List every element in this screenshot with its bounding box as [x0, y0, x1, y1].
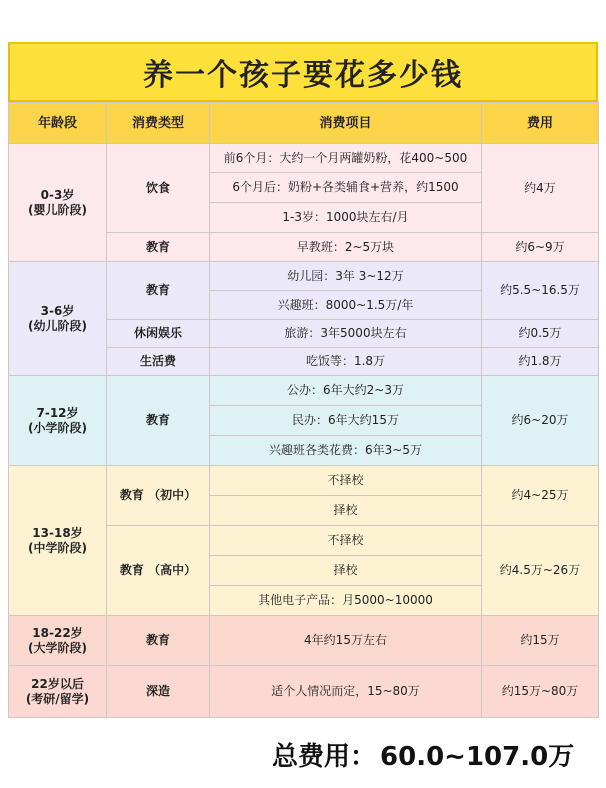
cost-cell: 约1.8万 [482, 348, 599, 376]
total-cost [272, 734, 606, 774]
total-value: 60.0~107.0万 [380, 741, 575, 772]
stage-name: 13-18岁 [32, 525, 83, 540]
cost-cell: 约4.5万~26万 [482, 526, 599, 616]
cost-cell: 约15万~80万 [482, 666, 599, 718]
stage-sub: (幼儿阶段) [28, 318, 87, 333]
table-row [9, 616, 599, 666]
type-cell: 生活费 [107, 348, 210, 376]
stage-sub: (中学阶段) [28, 540, 87, 555]
type-cell: 教育 [107, 616, 210, 666]
stage-sub: (大学阶段) [28, 640, 87, 655]
header-item: 消费项目 [210, 103, 482, 144]
type-cell: 教育 [107, 233, 210, 262]
cost-cell: 约15万 [482, 616, 599, 666]
type-cell: 教育 （高中） [107, 526, 210, 616]
item-cell: 不择校 [210, 466, 482, 496]
type-cell: 教育 （初中） [107, 466, 210, 526]
item-cell: 兴趣班：8000~1.5万/年 [210, 291, 482, 320]
type-cell: 教育 [107, 262, 210, 320]
item-cell: 4年约15万左右 [210, 616, 482, 666]
stage-cell [9, 376, 107, 466]
header-type: 消费类型 [107, 103, 210, 144]
stage-cell [9, 262, 107, 376]
stage-cell [9, 666, 107, 718]
cost-table-frame [8, 42, 598, 718]
table-header-row [9, 103, 599, 144]
item-cell: 旅游：3年5000块左右 [210, 320, 482, 348]
table-row [9, 262, 599, 291]
cost-cell: 约4万 [482, 144, 599, 233]
cost-cell: 约6~20万 [482, 376, 599, 466]
table-row [9, 144, 599, 173]
type-cell: 深造 [107, 666, 210, 718]
stage-sub: (小学阶段) [28, 420, 87, 435]
item-cell: 兴趣班各类花费：6年3~5万 [210, 436, 482, 466]
table-row [9, 666, 599, 718]
stage-name: 18-22岁 [32, 625, 83, 640]
header-age: 年龄段 [9, 103, 107, 144]
stage-cell [9, 466, 107, 616]
item-cell: 早教班：2~5万块 [210, 233, 482, 262]
total-label: 总费用： [272, 741, 377, 772]
item-cell: 幼儿园：3年 3~12万 [210, 262, 482, 291]
item-cell: 其他电子产品：月5000~10000 [210, 586, 482, 616]
item-cell: 适个人情况而定，15~80万 [210, 666, 482, 718]
page-title: 养一个孩子要花多少钱 [8, 42, 598, 102]
stage-sub: (考研/留学) [25, 691, 90, 706]
cost-table [8, 102, 599, 718]
item-cell: 吃饭等：1.8万 [210, 348, 482, 376]
header-cost: 费用 [482, 103, 599, 144]
item-cell: 择校 [210, 496, 482, 526]
stage-name: 3-6岁 [40, 303, 75, 318]
item-cell: 1-3岁：1000块左右/月 [210, 203, 482, 233]
table-row [9, 376, 599, 406]
stage-name: 7-12岁 [36, 405, 79, 420]
item-cell: 前6个月：大约一个月两罐奶粉，花400~500 [210, 144, 482, 173]
cost-cell: 约5.5~16.5万 [482, 262, 599, 320]
stage-name: 0-3岁 [40, 187, 75, 202]
stage-name: 22岁以后 [31, 676, 84, 691]
stage-cell [9, 616, 107, 666]
item-cell: 择校 [210, 556, 482, 586]
cost-cell: 约0.5万 [482, 320, 599, 348]
table-row [9, 466, 599, 496]
type-cell: 教育 [107, 376, 210, 466]
item-cell: 6个月后：奶粉+各类辅食+营养，约1500 [210, 173, 482, 203]
stage-cell [9, 144, 107, 262]
item-cell: 不择校 [210, 526, 482, 556]
type-cell: 休闲娱乐 [107, 320, 210, 348]
type-cell: 饮食 [107, 144, 210, 233]
stage-sub: (婴儿阶段) [28, 202, 87, 217]
item-cell: 民办：6年大约15万 [210, 406, 482, 436]
cost-cell: 约6~9万 [482, 233, 599, 262]
cost-cell: 约4~25万 [482, 466, 599, 526]
item-cell: 公办：6年大约2~3万 [210, 376, 482, 406]
